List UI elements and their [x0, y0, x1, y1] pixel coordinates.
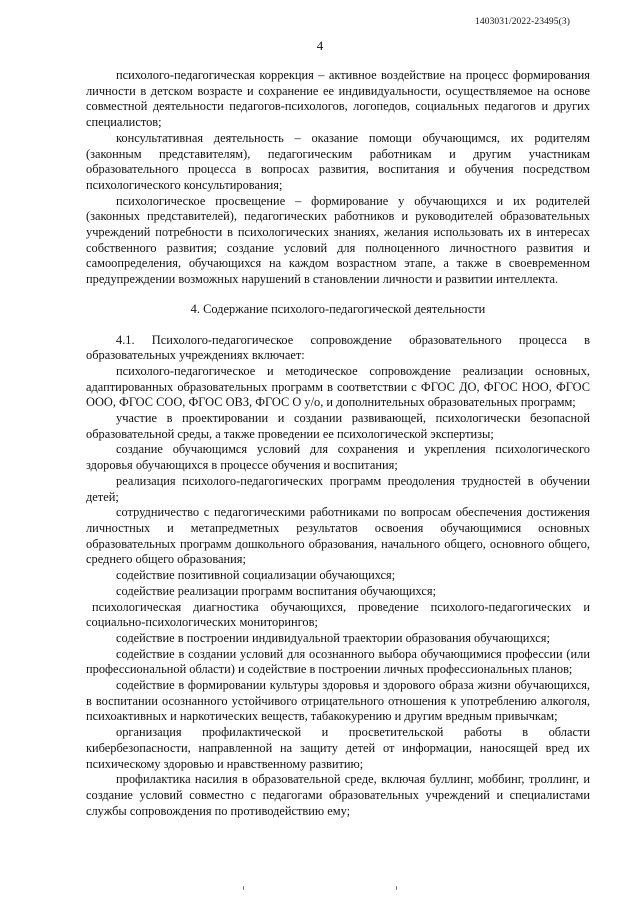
document-number: 1403031/2022-23495(3) [475, 17, 570, 27]
list-item: содействие в формировании культуры здоровья и здорового образа жизни обучающихся, в воспитании осознанного устойчивого отрицательного отношения к употреблению алкоголя, психоактивных и наркотических веществ, табакокурению и другим вредным привычкам; [86, 678, 590, 724]
list-item: содействие в создании условий для осознанного выбора обучающимися профессии (или профессиональной области) и содействие в построении личных профессиональных планов; [86, 646, 590, 677]
scan-mark [396, 886, 397, 890]
list-item: содействие позитивной социализации обучающихся; [116, 568, 396, 583]
paragraph-correction: психолого-педагогическая коррекция – активное воздействие на процесс формирования личности в детском возрасте и сохранение ее индивидуальности, осуществляемое на основе совместной деятельности педагогов-психологов, логопедов, социальных педагогов и других специалистов; [86, 68, 590, 130]
page-number: 4 [316, 38, 324, 53]
list-item: создание обучающимся условий для сохранения и укрепления психологического здоровья обучающихся в процессе обучения и воспитания; [86, 442, 590, 473]
list-item: содействие в построении индивидуальной траектории образования обучающихся; [116, 630, 550, 645]
list-item: сотрудничество с педагогическими работниками по вопросам обеспечения достижения личностных и метапредметных результатов освоения обучающимися основных образовательных программ дошкольного образования, начального общего, основного общего, среднего общего образования; [86, 505, 590, 567]
paragraph-consulting: консультативная деятельность – оказание помощи обучающимся, их родителям (законным представителям), педагогическим работникам и другим участникам образовательного процесса в вопросах развития, воспитания и обучения посредством психологического консультирования; [86, 130, 590, 192]
scan-mark [243, 886, 244, 890]
list-item: психологическая диагностика обучающихся, проведение психолого-педагогических и социально-психологических мониторингов; [86, 599, 590, 630]
section-intro: 4.1. Психолого-педагогическое сопровождение образовательного процесса в образовательных учреждениях включает: [86, 332, 590, 363]
list-item: реализация психолого-педагогических программ преодоления трудностей в обучении детей; [86, 473, 590, 504]
list-item: профилактика насилия в образовательной среде, включая буллинг, моббинг, троллинг, и создание условий совместно с педагогами образовательных учреждений и специалистами службы сопровождения по противодействию ему; [86, 772, 590, 818]
list-item: содействие реализации программ воспитания обучающихся; [116, 583, 437, 598]
section-heading: 4. Содержание психолого-педагогической деятельности [190, 301, 486, 316]
page-content [86, 68, 590, 819]
paragraph-education: психологическое просвещение – формирование у обучающихся и их родителей (законных представителей), педагогических работников и руководителей образовательных учреждений потребности в психологических знаниях, желания использовать их в интересах собственного развития; создание условий для полноценного личностного развития и самоопределения, обучающихся на каждом возрастном этапе, а также в своевременном предупреждении возможных нарушений в становлении личности и развитии интеллекта. [86, 193, 590, 287]
list-item: организация профилактической и просветительской работы в области кибербезопасности, направленной на защиту детей от информации, наносящей вред их психическому здоровью и нравственному развитию; [86, 725, 590, 771]
list-item: психолого-педагогическое и методическое сопровождение реализации основных, адаптированных образовательных программ в соответствии с ФГОС ДО, ФГОС НОО, ФГОС ООО, ФГОС СОО, ФГОС ОВЗ, ФГОС О у/о, и дополнительных образовательных программ; [86, 363, 590, 410]
list-item: участие в проектировании и создании развивающей, психологически безопасной образовательной среды, а также проведении ее психологической экспертизы; [86, 411, 590, 441]
